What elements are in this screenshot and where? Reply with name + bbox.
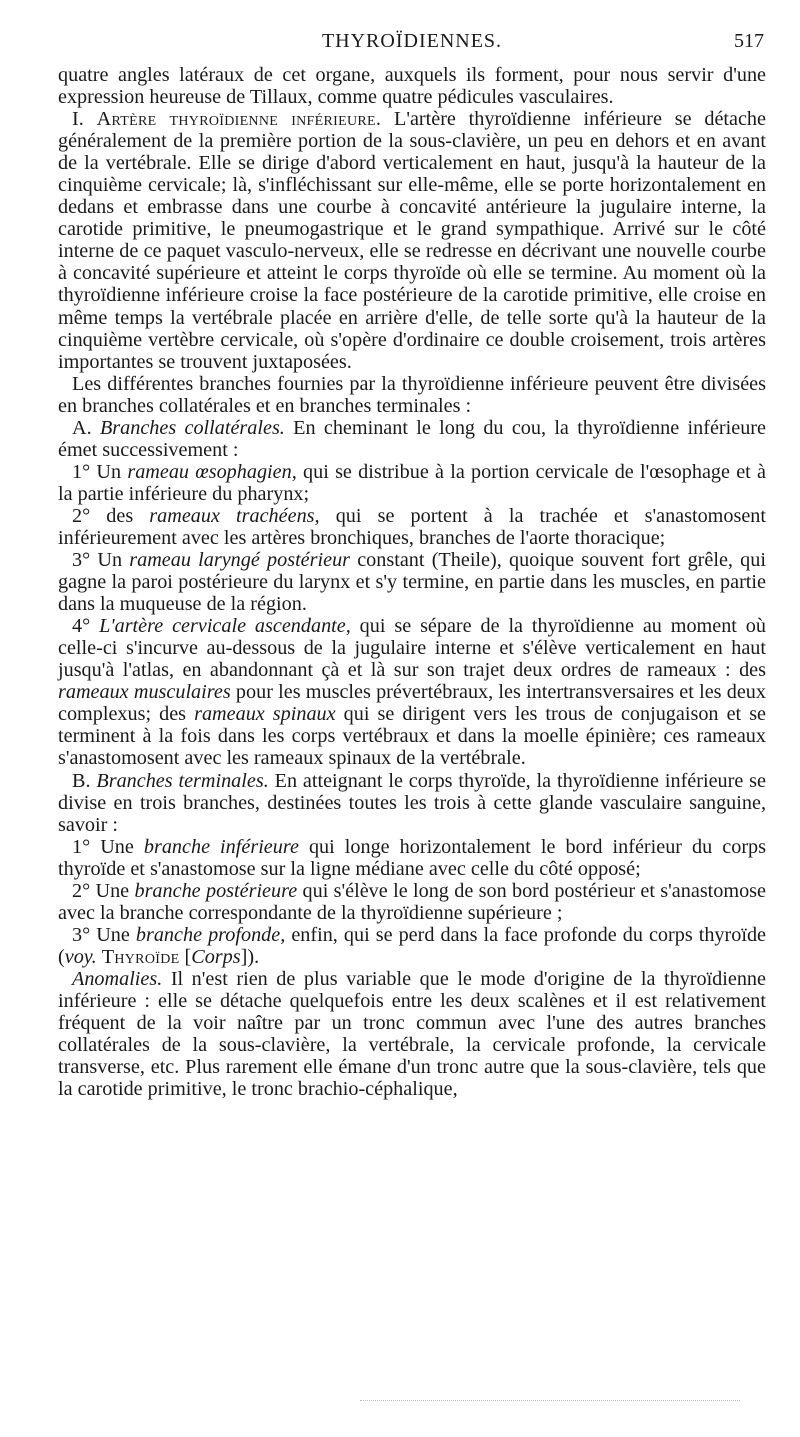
cross-reference: Thyroïde: [101, 945, 180, 968]
running-head: [58, 30, 766, 64]
text-span: qui se sépare de la thyroïdienne au moment où celle-ci s'incurve au-dessous de la jugulaire interne et s'élève verticalement en haut jusqu'à l'atlas, en abandonnant çà et là sur son trajet deux ordres de rameaux : des: [58, 615, 766, 682]
paragraph-collateral-branches: [58, 417, 766, 461]
italic-term: L'artère cervicale ascendante,: [99, 615, 351, 638]
italic-term: rameau laryngé postérieur: [129, 549, 351, 572]
list-number: 1° Une: [72, 835, 144, 858]
text-span: enfin, qui se perd dans la face profonde du corps thyroïde (: [58, 923, 766, 968]
list-item-ascending-cervical: [58, 615, 766, 769]
page-number: 517: [734, 30, 764, 52]
italic-term: branche profonde,: [135, 923, 286, 946]
running-head-title: THYROÏDIENNES.: [321, 30, 503, 52]
italic-term: rameaux trachéens,: [149, 504, 320, 527]
text-span: L'artère thyroïdienne inférieure se détache généralement de la première portion de la sous-clavière, un peu en dehors et en avant de la vertébrale. Elle se dirige d'abord verticalement en haut, jusqu'à la hauteur de la cinquième cervicale; là, s'infléchissant sur elle-même, elle se porte horizontalement en dedans et embrasse dans une courbe à concavité antérieure la jugulaire interne, la carotide primitive, le pneumogastrique et le grand sympathique. Arrivé sur le côté interne de ce paquet vasculo-nerveux, elle se redresse en décrivant une nouvelle courbe à concavité supérieure et atteint le corps thyroïde où elle se termine. Au moment où la thyroïdienne inférieure croise la face postérieure de la carotide primitive, elle croise en même temps la vertébrale placée en arrière d'elle, de telle sorte qu'à la hauteur de la cinquième vertèbre cervicale, où s'opère d'ordinaire ce double croisement, trois artères importantes se trouvent juxtaposées.: [58, 108, 766, 373]
paragraph-branches-intro: [58, 373, 766, 417]
italic-term: branche postérieure: [134, 879, 298, 902]
paragraph-anomalies: [58, 968, 766, 1100]
text-span: constant (Theile), quoique souvent fort grêle, qui gagne la paroi postérieure du larynx et s'y termine, en partie dans les muscles, en partie dans la muqueuse de la région.: [58, 549, 766, 616]
footer-divider: [360, 1400, 740, 1401]
list-item-inferior-branch: [58, 836, 766, 880]
subsection-letter: A.: [72, 416, 100, 439]
subsection-heading: Branches collatérales.: [99, 416, 285, 439]
document-page: [58, 30, 766, 1100]
text-span: [: [179, 945, 192, 968]
italic-term: Corps: [191, 945, 241, 968]
section-heading: Artère thyroïdienne inférieure.: [96, 108, 382, 131]
text-span: Il n'est rien de plus variable que le mode d'origine de la thyroïdienne inférieure : elle se détache quelquefois entre les deux scalènes et il est relativement fréquent de la voir naître par un tronc commun avec l'une des autres branches collatérales de la sous-clavière, la vertébrale, la cervicale profonde, la cervicale transverse, etc. Plus rarement elle émane d'un tronc autre que la sous-clavière, tels que la carotide primitive, le tronc brachio-céphalique,: [58, 967, 766, 1101]
list-number: 1° Un: [72, 460, 128, 483]
text-span: En atteignant le corps thyroïde, la thyroïdienne inférieure se divise en trois branches, destinées toutes les trois à cette glande vasculaire sanguine, savoir :: [58, 769, 766, 836]
italic-term: voy.: [64, 945, 97, 968]
list-item-posterior-branch: [58, 880, 766, 924]
paragraph-inferior-thyroid-artery: [58, 108, 766, 373]
list-number: 2° Une: [72, 879, 135, 902]
italic-term: rameaux musculaires: [58, 681, 231, 704]
list-item-tracheal: [58, 505, 766, 549]
text-span: quatre angles latéraux de cet organe, auxquels ils forment, pour nous servir d'une expression heureuse de Tillaux, comme quatre pédicules vasculaires.: [58, 64, 766, 109]
italic-heading: Anomalies.: [72, 967, 163, 990]
text-span: Les différentes branches fournies par la thyroïdienne inférieure peuvent être divisées en branches collatérales et en branches terminales :: [58, 372, 766, 417]
section-number: I.: [72, 108, 97, 131]
text-span: qui se distribue à la portion cervicale de l'œsophage et à la partie inférieure du pharynx;: [58, 460, 767, 505]
paragraph-continuation: [58, 64, 766, 108]
list-number: 4°: [72, 615, 100, 638]
text-span: qui se dirigent vers les trous de conjugaison et se terminent à la fois dans les corps vertébraux et dans la moelle épinière; ces rameaux s'anastomosent avec les rameaux spinaux de la vertébrale.: [58, 703, 767, 770]
list-item-laryngeal: [58, 549, 766, 615]
list-item-esophageal: [58, 461, 766, 505]
text-span: qui se portent à la trachée et s'anastomosent inférieurement avec les artères bronchiques, branches de l'aorte thoracique;: [58, 504, 766, 549]
text-span: pour les muscles prévertébraux, les intertransversaires et les deux complexus; des: [58, 681, 766, 726]
list-item-deep-branch: [58, 924, 766, 968]
text-span: En cheminant le long du cou, la thyroïdienne inférieure émet successivement :: [58, 416, 766, 461]
subsection-heading: Branches terminales.: [96, 769, 269, 792]
paragraph-terminal-branches: [58, 770, 766, 836]
italic-term: rameau œsophagien,: [127, 460, 297, 483]
italic-term: branche inférieure: [143, 835, 299, 858]
text-span: qui s'élève le long de son bord postérieur et s'anastomose avec la branche correspondante de la thyroïdienne supérieure ;: [58, 879, 766, 924]
list-number: 3° Une: [72, 923, 136, 946]
text-span: ]).: [240, 945, 260, 968]
text-span: qui longe horizontalement le bord inférieur du corps thyroïde et s'anastomose sur la ligne médiane avec celle du côté opposé;: [58, 835, 766, 880]
subsection-letter: B.: [72, 769, 97, 792]
body-text: [58, 64, 766, 1100]
list-number: 3° Un: [72, 549, 130, 572]
italic-term: rameaux spinaux: [194, 703, 336, 726]
list-number: 2° des: [72, 504, 150, 527]
